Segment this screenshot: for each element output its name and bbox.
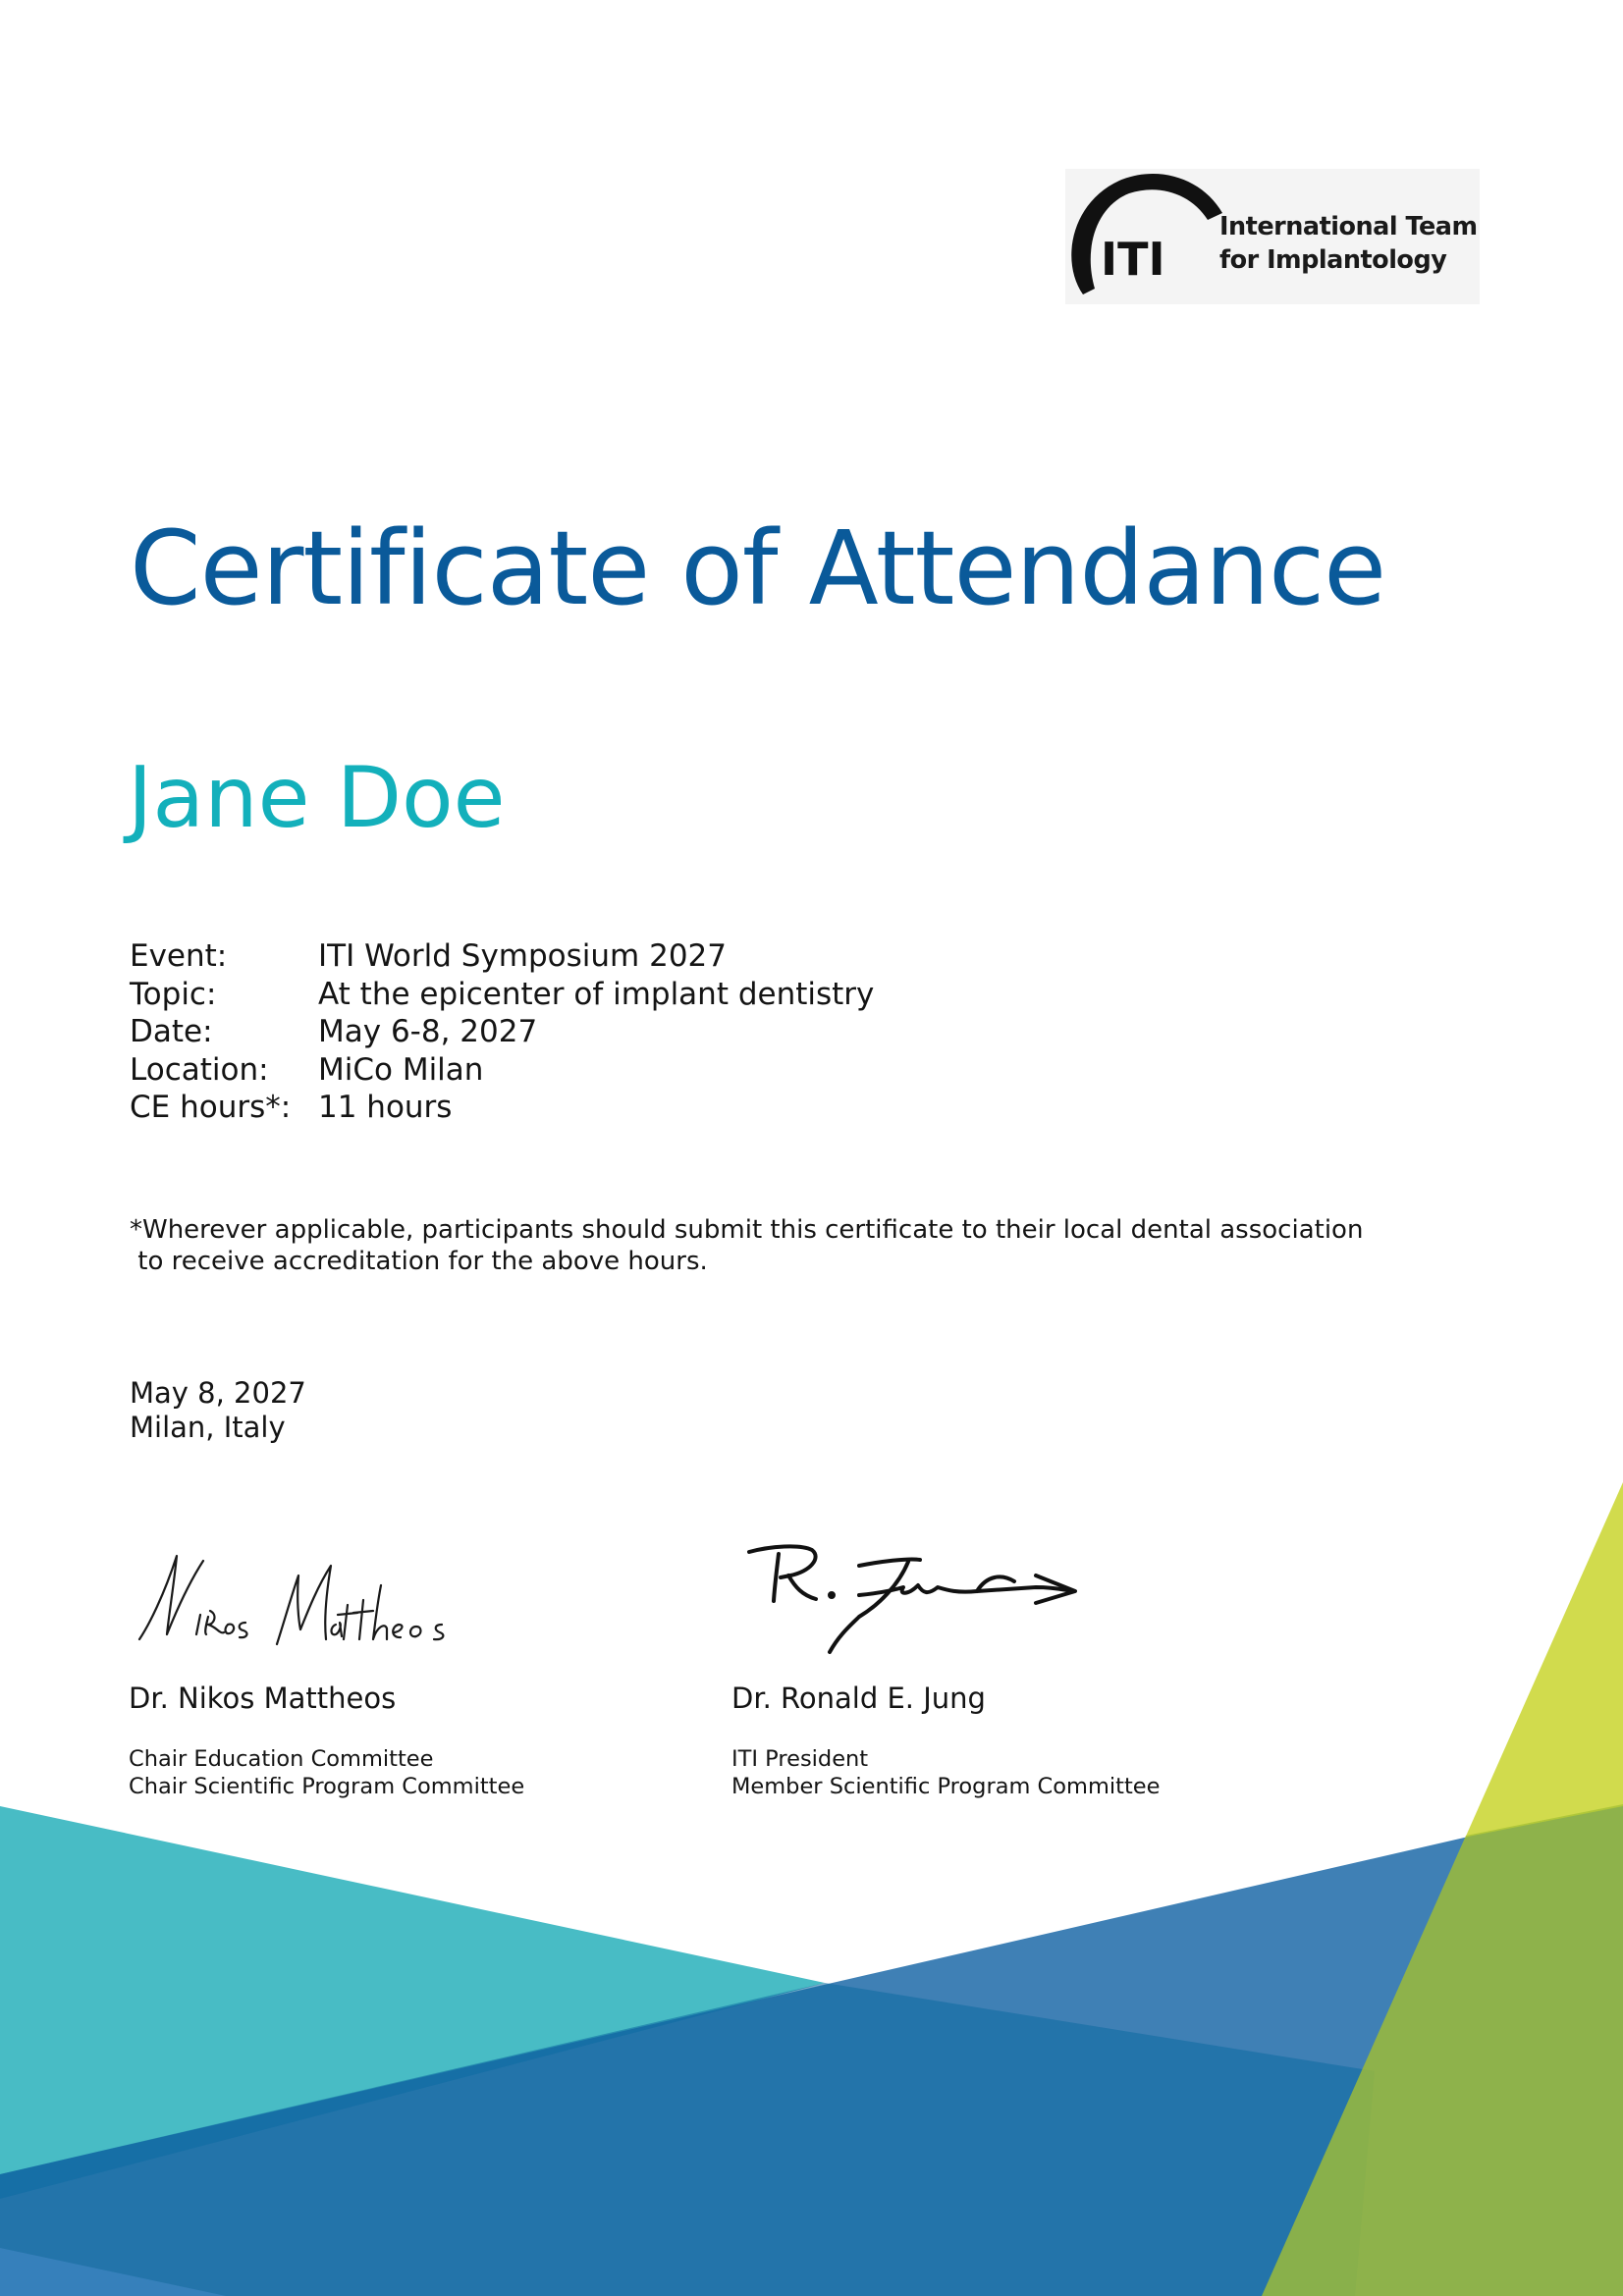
iti-logo-arc-icon [1065, 169, 1222, 304]
iti-logo-name-line1: International Team [1219, 212, 1478, 241]
issue-info [130, 1376, 306, 1445]
issue-place: Milan, Italy [130, 1411, 286, 1444]
event-details [130, 937, 874, 1127]
iti-logo [1065, 169, 1480, 304]
detail-row-location [130, 1051, 874, 1090]
signer-ronald-jung [731, 1681, 1160, 1800]
recipient-name: Jane Doe [128, 749, 506, 847]
detail-row-event [130, 937, 874, 976]
signer-role: Chair Scientific Program Committee [129, 1774, 525, 1799]
iti-logo-name-line2: for Implantology [1219, 245, 1447, 275]
signer-role: Member Scientific Program Committee [731, 1774, 1161, 1799]
detail-row-ce-hours [130, 1089, 874, 1127]
detail-label: Event: [130, 938, 228, 974]
accreditation-note [130, 1214, 1363, 1277]
certificate-title: Certificate of Attendance [130, 508, 1386, 628]
detail-label: Location: [130, 1051, 269, 1088]
note-line2: to receive accreditation for the above hours. [130, 1247, 708, 1276]
signer-role: Chair Education Committee [129, 1746, 434, 1772]
signature-ronald-jung [741, 1536, 1095, 1659]
detail-label: Date: [130, 1014, 213, 1049]
signer-roles [129, 1745, 524, 1800]
detail-value: 11 hours [318, 1090, 453, 1125]
detail-value: MiCo Milan [318, 1051, 484, 1088]
signer-role: ITI President [731, 1746, 869, 1772]
detail-value: ITI World Symposium 2027 [318, 938, 727, 974]
detail-label: CE hours*: [130, 1090, 292, 1125]
detail-row-date [130, 1013, 874, 1051]
detail-value: At the epicenter of implant dentistry [318, 976, 875, 1012]
signer-name: Dr. Ronald E. Jung [731, 1682, 986, 1715]
issue-date: May 8, 2027 [130, 1376, 306, 1410]
detail-row-topic [130, 976, 874, 1014]
note-line1: *Wherever applicable, participants should submit this certificate to their local dental association [130, 1215, 1364, 1245]
signature-nikos-mattheos [130, 1546, 503, 1659]
iti-logo-name [1219, 210, 1478, 277]
signer-nikos-mattheos [129, 1681, 524, 1800]
signer-name: Dr. Nikos Mattheos [129, 1682, 397, 1715]
detail-label: Topic: [130, 976, 217, 1012]
detail-value: May 6-8, 2027 [318, 1014, 538, 1049]
iti-logo-mark-text: ITI [1101, 233, 1165, 286]
signer-roles [731, 1745, 1160, 1800]
